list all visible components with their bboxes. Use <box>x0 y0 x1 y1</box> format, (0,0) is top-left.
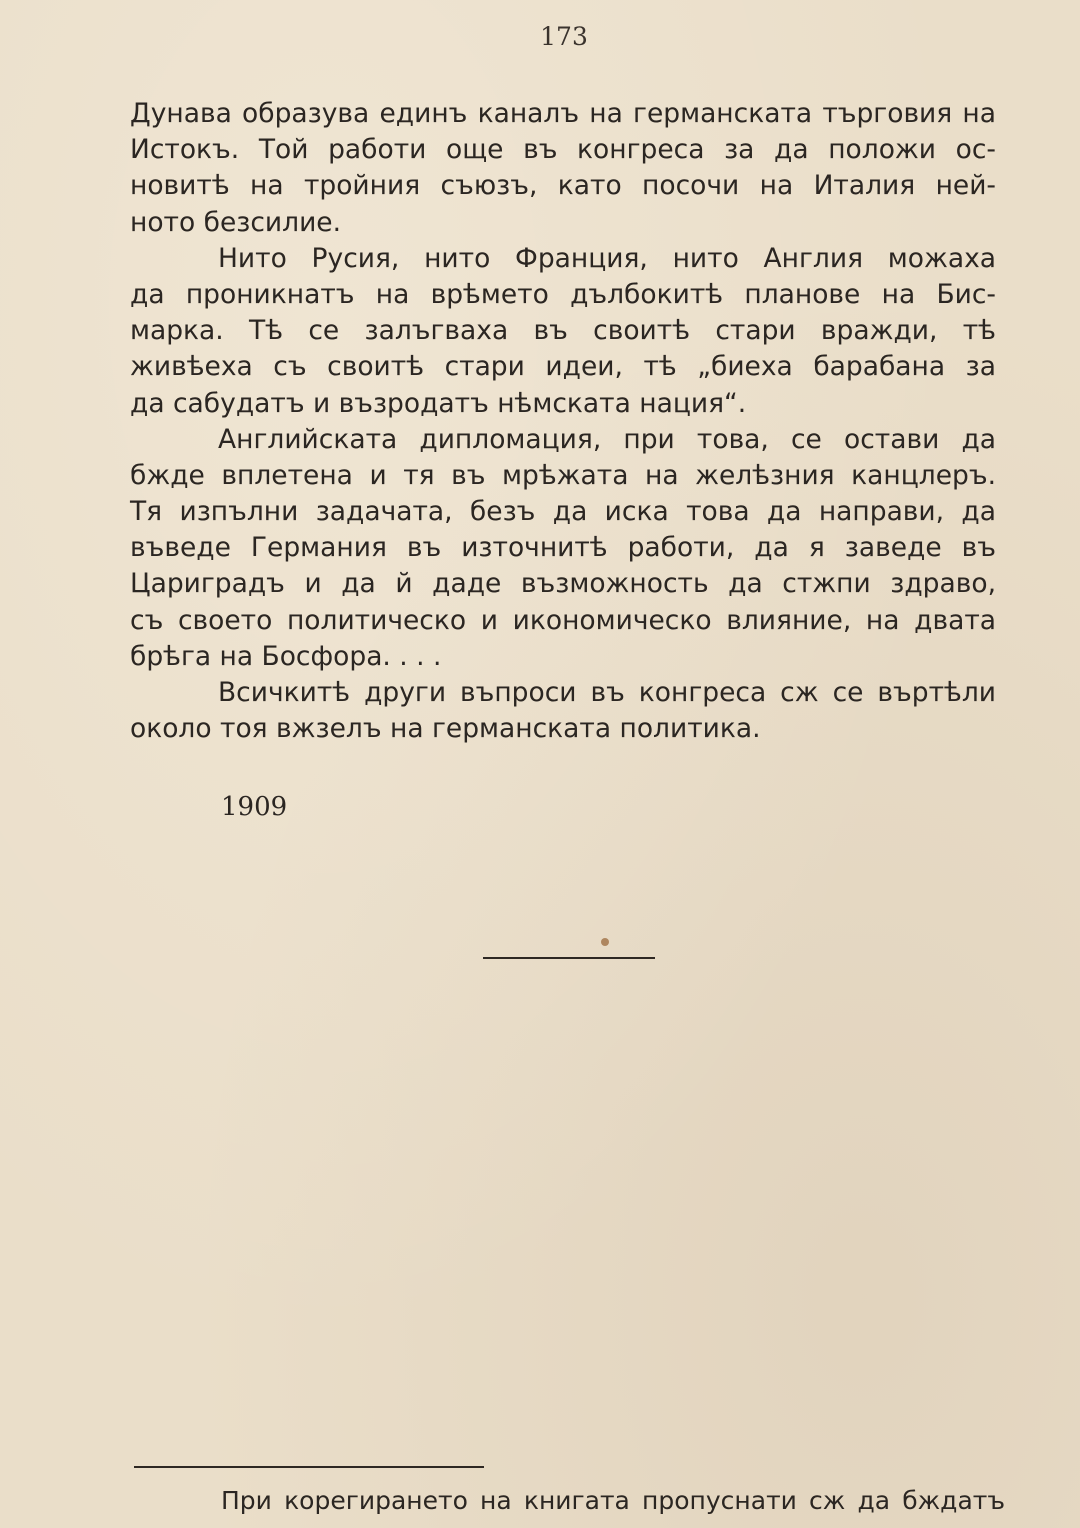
text-line: ното безсилие. <box>130 206 342 238</box>
date-year: 1909 <box>221 792 288 822</box>
text-line: Тя изпълни задачата, безъ да иска това да направи, да <box>130 496 996 528</box>
ornament-dot <box>601 938 609 946</box>
text-line: да сабудатъ и възродатъ нѣмската нация“. <box>130 387 747 419</box>
body-text <box>130 96 996 747</box>
text-line: Цариградъ и да й даде възможность да стжпи здраво, <box>130 568 996 600</box>
text-line: съ своето политическо и икономическо влияние, на двата <box>130 604 996 636</box>
text-line: въведе Германия въ източнитѣ работи, да я заведе въ <box>130 532 996 564</box>
text-line: Истокъ. Той работи още въ конгреса за да положи ос- <box>130 134 996 166</box>
footnote-text: При корегирането на книгата пропуснати сж да бждатъ <box>221 1486 1005 1515</box>
paragraph-first-line: Английската дипломация, при това, се остави да <box>218 423 996 455</box>
text-line: бжде вплетена и тя въ мрѣжата на желѣзния канцлеръ. <box>130 459 996 491</box>
text-line: около тоя вжзелъ на германската политика. <box>130 713 761 745</box>
paragraph-first-line: Всичкитѣ други въпроси въ конгреса сж се въртѣли <box>218 677 996 708</box>
text-line: марка. Тѣ се залъгваха въ своитѣ стари вражди, тѣ <box>130 315 996 347</box>
page-number: 173 <box>540 22 588 51</box>
section-separator <box>483 957 655 959</box>
text-line: Дунава образува единъ каналъ на германската търговия на <box>130 98 996 129</box>
text-line: брѣга на Босфора. . . . <box>130 640 442 672</box>
text-line: да проникнатъ на врѣмето дълбокитѣ планове на Бис- <box>130 278 996 310</box>
text-line: живѣеха съ своитѣ стари идеи, тѣ „биеха барабана за <box>130 351 996 383</box>
footnote-rule <box>134 1466 484 1468</box>
text-line: новитѣ на тройния съюзъ, като посочи на Италия ней- <box>130 170 996 202</box>
paragraph-first-line: Нито Русия, нито Франция, нито Англия можаха <box>218 242 996 274</box>
